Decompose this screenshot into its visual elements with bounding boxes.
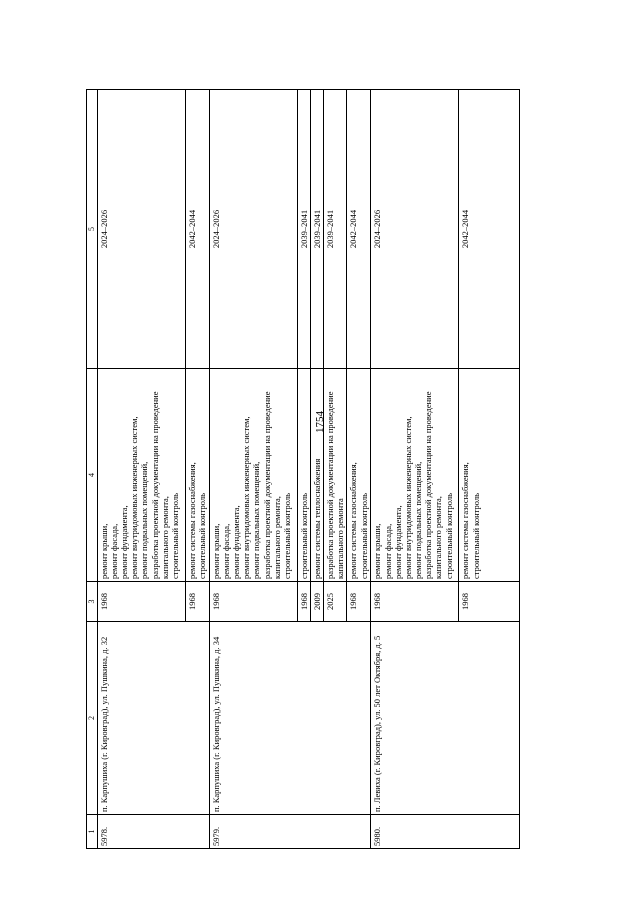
header-cell-5: 5 [87,90,98,369]
period-cell: 2024–2026 [209,90,297,369]
year-cell: 1968 [209,582,297,622]
entry-address: п. Карпушиха (г. Кировград), ул. Пушкина, д. 34 [209,622,371,815]
header-cell-4: 4 [87,369,98,582]
period-cell: 2039–2041 [310,90,323,369]
page-number: 1754 [314,411,326,433]
repair-schedule-table [86,89,520,849]
table-row [209,90,297,849]
period-cell: 2042–2044 [185,90,209,369]
year-cell: 2009 [310,582,323,622]
header-cell-3: 3 [87,582,98,622]
period-cell: 2042–2044 [459,90,520,369]
entry-number: 5980. [371,815,520,849]
works-cell: ремонт системы газоснабжения, строительный контроль [459,369,520,582]
works-cell: разработка проектной документации на проведение капитального ремонта [323,369,346,582]
entry-address: п. Левиха (г. Кировград), ул. 50 лет Октября, д. 5 [371,622,520,815]
period-cell: 2024–2026 [371,90,459,369]
entry-number: 5978. [97,815,209,849]
table-row [371,90,459,849]
table-row [97,90,185,849]
works-cell: ремонт системы газоснабжения, строительный контроль [347,369,371,582]
year-cell: 1968 [347,582,371,622]
works-cell: ремонт крыши, ремонт фасада, ремонт фундамента, ремонт внутридомовых инженерных систем, ремонт подвальных помещений, разработка проектной документации на проведение капитального ремонта, строительный контроль [209,369,297,582]
header-row [87,90,98,849]
rotated-table-wrapper [86,89,520,849]
year-cell: 1968 [185,582,209,622]
year-cell: 1968 [371,582,459,622]
works-cell: ремонт системы теплоснабжения [310,369,323,582]
period-cell: 2042–2044 [347,90,371,369]
works-cell: строительный контроль [297,369,310,582]
entry-number: 5979. [209,815,371,849]
year-cell: 1968 [97,582,185,622]
works-cell: ремонт крыши, ремонт фасада, ремонт фундамента, ремонт внутридомовых инженерных систем, ремонт подвальных помещений, разработка проектной документации на проведение капитального ремонта, строительный контроль [97,369,185,582]
year-cell: 1968 [297,582,310,622]
works-cell: ремонт крыши, ремонт фасада, ремонт фундамента, ремонт внутридомовых инженерных систем, ремонт подвальных помещений, разработка проектной документации на проведение капитального ремонта, строительный контроль [371,369,459,582]
year-cell: 2025 [323,582,346,622]
period-cell: 2039–2041 [323,90,346,369]
header-cell-1: 1 [87,815,98,849]
header-cell-2: 2 [87,622,98,815]
period-cell: 2024–2026 [97,90,185,369]
period-cell: 2039–2041 [297,90,310,369]
entry-address: п. Карпушиха (г. Кировград), ул. Пушкина, д. 32 [97,622,209,815]
year-cell: 1968 [459,582,520,622]
works-cell: ремонт системы газоснабжения, строительный контроль [185,369,209,582]
